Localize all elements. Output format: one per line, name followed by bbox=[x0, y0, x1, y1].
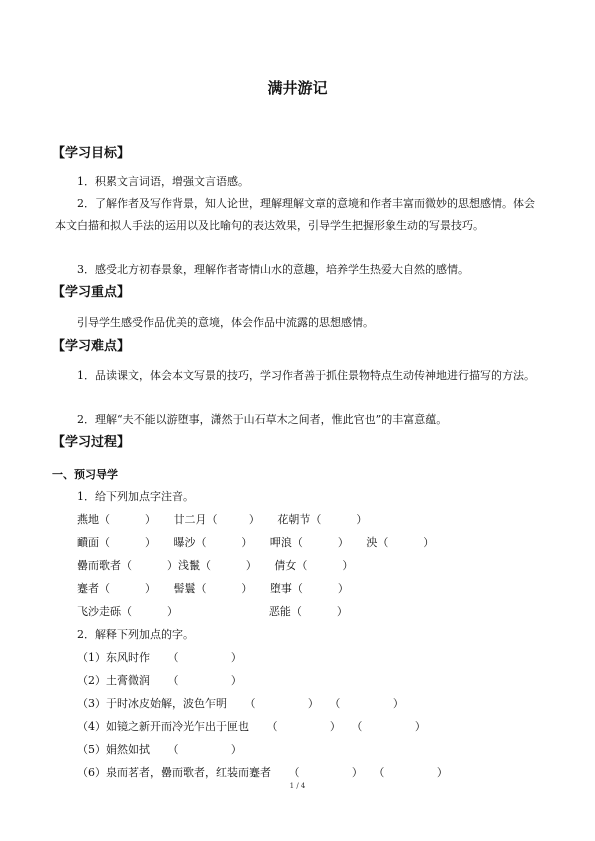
pinyin-row-3: 罍而歌者（ ）浅鬣（ ） 倩女（ ） bbox=[77, 559, 354, 572]
explain-6: （6）泉而茗者，罍而歌者，红装而蹇者 （ ） （ ） bbox=[77, 766, 448, 779]
page-title: 满井游记 bbox=[267, 79, 328, 97]
section-heading-process: 【学习过程】 bbox=[52, 435, 131, 450]
objective-2: 2．了解作者及写作背景，知人论世，理解理解文章的意境和作者丰富而微妙的思想感情。体会本文白描和拟人手法的运用以及比喻句的表达效果，引导学生把握形象生动的写景技巧。 bbox=[55, 197, 535, 232]
difficulty-1: 1．品读课文，体会本文写景的技巧，学习作者善于抓住景物特点生动传神地进行描写的方法。 bbox=[77, 369, 535, 382]
page-number: 1 / 4 bbox=[289, 782, 306, 790]
objective-1: 1．积累文言词语，增强文言语感。 bbox=[77, 175, 249, 188]
pinyin-row-1: 燕地（ ） 廿二月（ ） 花朝节（ ） bbox=[77, 513, 368, 526]
section-heading-difficulty: 【学习难点】 bbox=[52, 339, 131, 354]
question-1: 1．给下列加点字注音。 bbox=[77, 490, 194, 503]
explain-2: （2）土膏微润 （ ） bbox=[77, 674, 242, 687]
explain-4: （4）如镜之新开而冷光乍出于匣也 （ ） （ ） bbox=[77, 720, 426, 733]
difficulty-2: 2．理解“夫不能以游堕事，潇然于山石草木之间者，惟此官也”的丰富意蕴。 bbox=[77, 413, 448, 426]
objective-3: 3．感受北方初春景象，理解作者寄情山水的意趣，培养学生热爱大自然的感情。 bbox=[77, 263, 469, 276]
explain-5: （5）娟然如拭 （ ） bbox=[77, 743, 242, 756]
section-heading-focus: 【学习重点】 bbox=[52, 285, 131, 300]
section-heading-objectives: 【学习目标】 bbox=[52, 146, 131, 161]
pinyin-row-2: 靧面（ ） 曝沙（ ） 呷浪（ ） 泱（ ） bbox=[77, 536, 435, 549]
preview-heading: 一、预习导学 bbox=[52, 468, 118, 481]
question-2: 2．解释下列加点的字。 bbox=[77, 628, 194, 641]
pinyin-row-4: 蹇者（ ） 髻鬟（ ） 堕事（ ） bbox=[77, 582, 349, 595]
focus-text: 引导学生感受作品优美的意境，体会作品中流露的思想感情。 bbox=[77, 316, 374, 329]
explain-1: （1）东风时作 （ ） bbox=[77, 651, 242, 664]
pinyin-row-5: 飞沙走砾（ ） 恶能（ ） bbox=[77, 605, 348, 618]
explain-3: （3）于时冰皮始解，波色乍明 （ ） （ ） bbox=[77, 697, 404, 710]
